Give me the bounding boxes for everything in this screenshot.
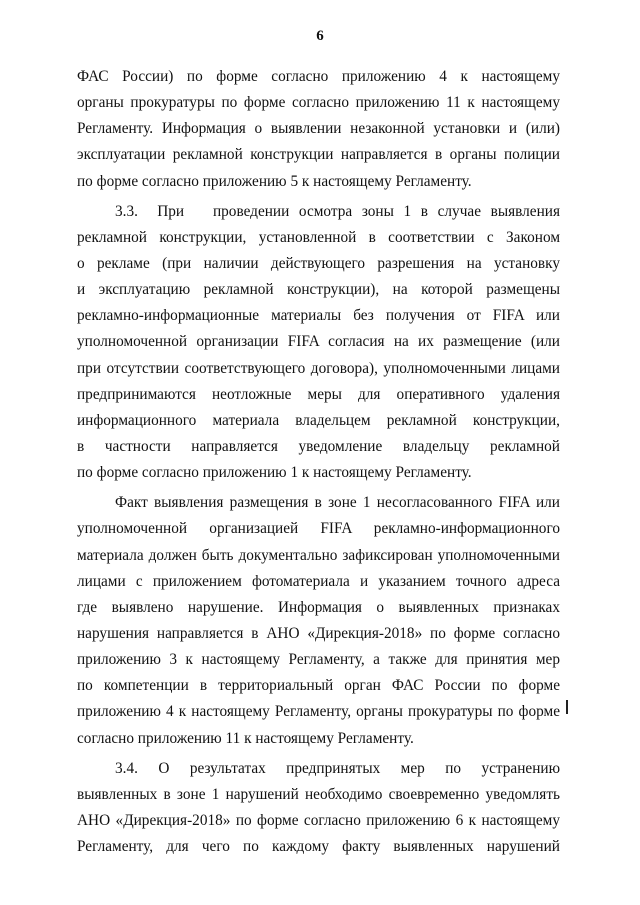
text-line-content: рекламно-информационные материалы без получения от FIFA или <box>77 307 560 325</box>
body-text <box>77 64 560 860</box>
text-line <box>77 569 560 595</box>
text-line-content: предпринимаются неотложные меры для оперативного удаления <box>77 385 560 403</box>
text-line <box>77 303 560 329</box>
text-line <box>77 251 560 277</box>
text-line <box>77 673 560 699</box>
text-line <box>77 434 560 460</box>
text-line <box>77 490 560 516</box>
text-line-content: приложению 4 к настоящему Регламенту, органы прокуратуры по форме <box>77 703 560 721</box>
text-line-content: Факт выявления размещения в зоне 1 несогласованного FIFA или <box>115 494 560 512</box>
text-line-content: уполномоченной организацией FIFA рекламно-информационного <box>77 520 560 538</box>
text-line <box>77 225 560 251</box>
text-line-content: материала должен быть документально зафиксирован уполномоченными <box>77 546 560 564</box>
text-line <box>77 782 560 808</box>
text-line <box>77 647 560 673</box>
text-line <box>77 408 560 434</box>
text-line <box>77 116 560 142</box>
text-line <box>77 64 560 90</box>
text-line-content: Регламенту. Информация о выявлении незаконной установки и (или) <box>77 120 560 138</box>
text-line-content: 3.3. При проведении осмотра зоны 1 в случае выявления <box>115 202 560 220</box>
text-line <box>77 834 560 860</box>
text-line-content: АНО «Дирекция-2018» по форме согласно приложению 6 к настоящему <box>77 811 560 829</box>
text-line <box>77 543 560 569</box>
text-line <box>77 277 560 303</box>
text-line <box>77 699 560 725</box>
text-line <box>77 142 560 168</box>
text-line-content: о рекламе (при наличии действующего разрешения на установку <box>77 254 560 272</box>
text-line-content: при отсутствии соответствующего договора), уполномоченными лицами <box>77 359 560 377</box>
text-line <box>77 621 560 647</box>
text-line <box>77 356 560 382</box>
text-line-content: 3.4. О результатах предпринятых мер по устранению <box>115 759 560 777</box>
text-line-content: информационного материала владельцем рекламной конструкции, <box>77 411 560 429</box>
text-line-content: по форме согласно приложению 5 к настоящему Регламенту. <box>77 172 472 190</box>
text-line-content: по компетенции в территориальный орган ФАС России по форме <box>77 677 560 695</box>
text-line-content: согласно приложению 11 к настоящему Регламенту. <box>77 729 414 747</box>
text-line <box>77 460 560 486</box>
text-line-content: по форме согласно приложению 1 к настоящему Регламенту. <box>77 464 472 482</box>
text-line <box>77 169 560 195</box>
text-line-content: лицами с приложением фотоматериала и указанием точного адреса <box>77 572 560 590</box>
text-line-content: Регламенту, для чего по каждому факту выявленных нарушений <box>77 838 560 856</box>
text-line-content: органы прокуратуры по форме согласно приложению 11 к настоящему <box>77 94 560 112</box>
text-line <box>77 516 560 542</box>
text-line-content: выявленных в зоне 1 нарушений необходимо своевременно уведомлять <box>77 785 560 803</box>
text-line <box>77 329 560 355</box>
text-line <box>77 595 560 621</box>
text-line <box>77 756 560 782</box>
text-line <box>77 726 560 752</box>
text-line <box>77 382 560 408</box>
text-line-content: ФАС России) по форме согласно приложению 4 к настоящему <box>77 68 560 85</box>
text-line-content: и эксплуатацию рекламной конструкции), на которой размещены <box>77 281 560 299</box>
text-line-content: в частности направляется уведомление владельцу рекламной <box>77 437 560 455</box>
text-line <box>77 808 560 834</box>
text-line-content: рекламной конструкции, установленной в соответствии с Законом <box>77 228 560 246</box>
text-line-content: где выявлено нарушение. Информация о выявленных признаках <box>77 598 560 616</box>
margin-mark <box>566 700 568 714</box>
text-line-content: приложению 3 к настоящему Регламенту, а также для принятия мер <box>77 651 560 669</box>
text-line <box>77 199 560 225</box>
text-line <box>77 90 560 116</box>
text-line-content: уполномоченной организации FIFA согласия на их размещение (или <box>77 333 560 351</box>
text-line-content: эксплуатации рекламной конструкции направляется в органы полиции <box>77 146 560 164</box>
page-number: 6 <box>316 28 324 44</box>
text-line-content: нарушения направляется в АНО «Дирекция-2018» по форме согласно <box>77 624 560 642</box>
